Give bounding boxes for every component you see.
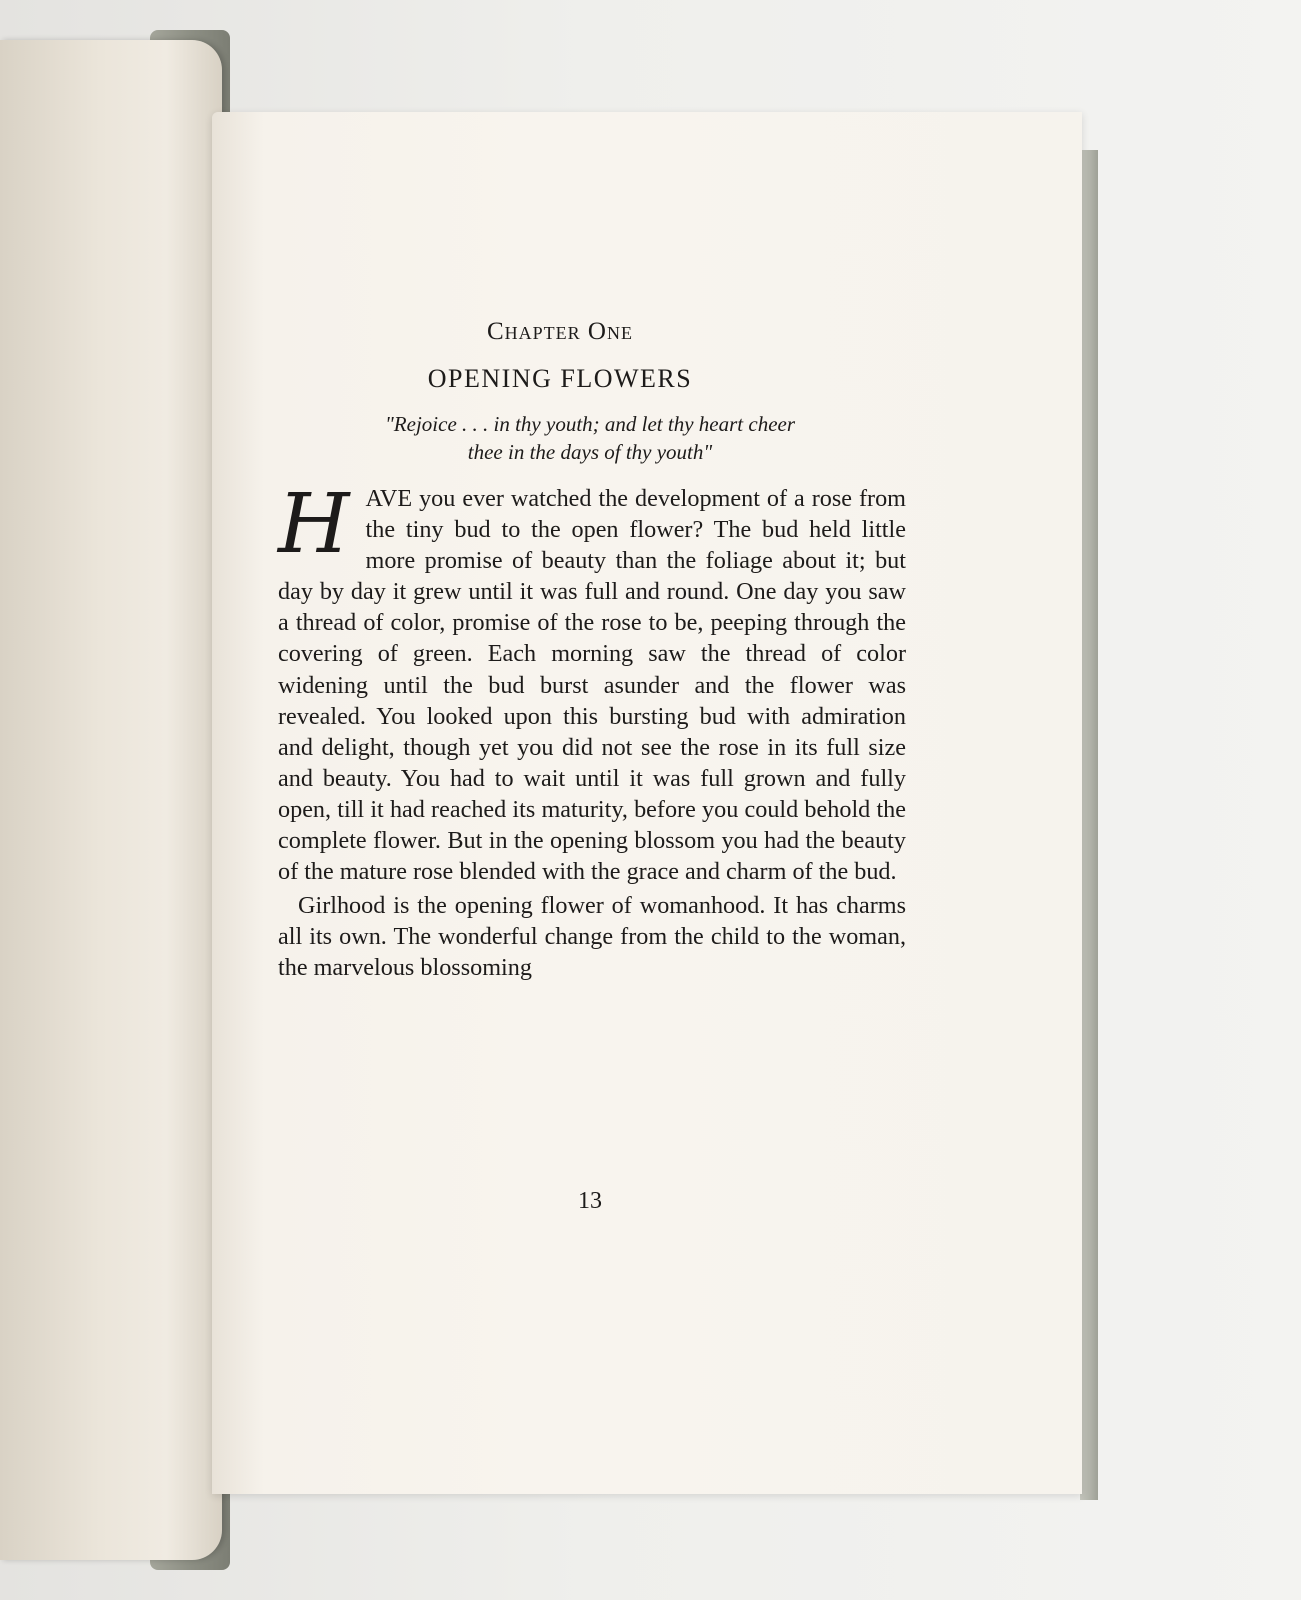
page-number: 13 bbox=[578, 1188, 602, 1214]
paragraph-text: AVE you ever watched the development of a rose from the tiny bud to the open flower? The bud held little more promise of beauty than the foliage about it; but day by day it grew until it was full and round. One day you saw a thread of color, promise of the rose to be, peeping through the covering of green. Each morning saw the thread of color widening until the bud burst asunder and the flower was revealed. You looked upon this bursting bud with admiration and delight, though yet you did not see the rose in its full size and beauty. You had to wait until it was full grown and fully open, till it had reached its maturity, before you could behold the complete flower. But in the opening blossom you had the beauty of the mature rose blended with the grace and charm of the bud. bbox=[278, 485, 906, 886]
chapter-title: OPENING FLOWERS bbox=[427, 364, 693, 393]
epigraph-line: "Rejoice . . . in thy youth; and let thy heart cheer bbox=[384, 412, 796, 436]
left-page-curl bbox=[0, 40, 222, 1560]
book-cover-edge bbox=[1080, 150, 1098, 1500]
chapter-body bbox=[278, 477, 906, 984]
paragraph: Girlhood is the opening flower of womanhood. It has charms all its own. The wonderful change from the child to the woman, the marvelous blossoming bbox=[278, 892, 906, 982]
paragraph bbox=[278, 477, 906, 887]
epigraph bbox=[300, 410, 880, 466]
drop-cap: H bbox=[278, 477, 350, 572]
epigraph-line: thee in the days of thy youth" bbox=[467, 440, 713, 464]
chapter-label: Chapter One bbox=[487, 318, 633, 345]
